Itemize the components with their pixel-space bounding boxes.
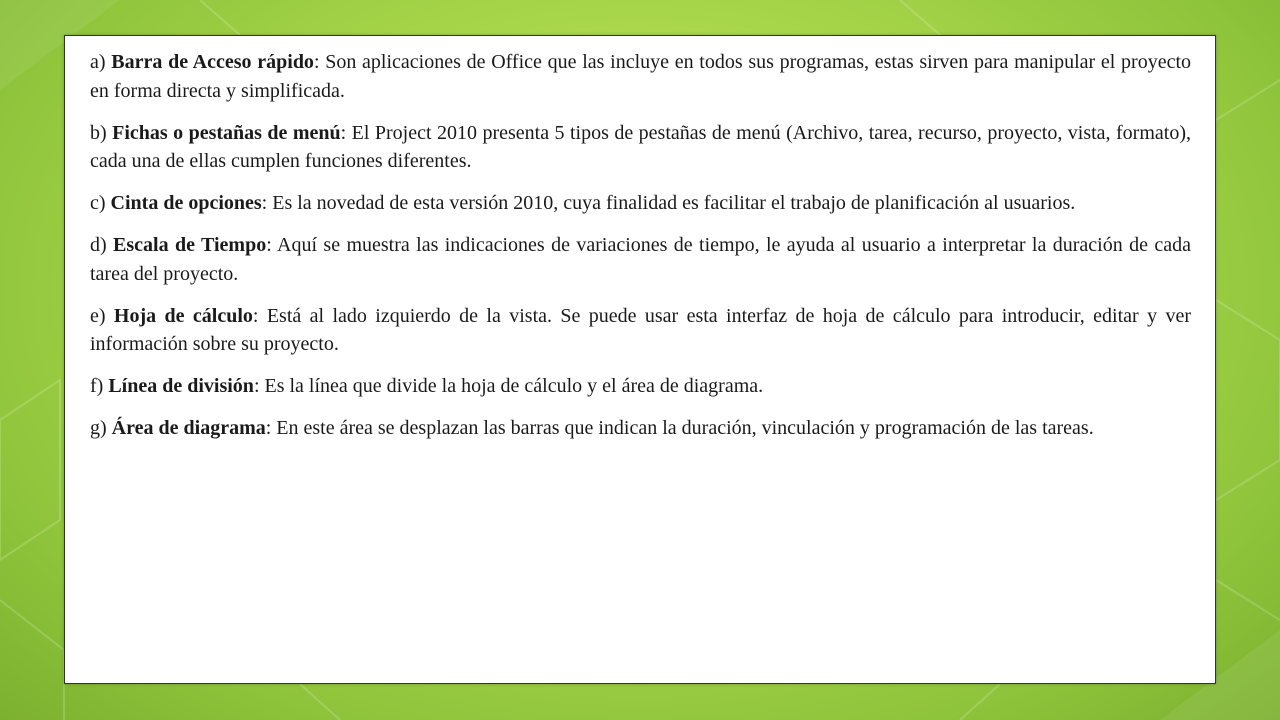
list-item xyxy=(90,302,1191,359)
list-item xyxy=(90,231,1191,288)
item-text: : Aquí se muestra las indicaciones de variaciones de tiempo, le ayuda al usuario a interpretar la duración de cada tarea del proyecto. xyxy=(90,234,1191,285)
item-text: : El Project 2010 presenta 5 tipos de pestañas de menú (Archivo, tarea, recurso, proyecto, vista, formato), cada una de ellas cumplen funciones diferentes. xyxy=(90,121,1191,172)
item-prefix: c) xyxy=(90,192,111,214)
item-text: : Está al lado izquierdo de la vista. Se puede usar esta interfaz de hoja de cálculo para introducir, editar y ver información sobre su proyecto. xyxy=(90,304,1191,355)
item-term: Barra de Acceso rápido xyxy=(111,51,314,73)
bg-shape xyxy=(300,684,340,720)
content-box xyxy=(64,35,1216,684)
item-text: : Es la novedad de esta versión 2010, cuya finalidad es facilitar el trabajo de planificación al usuarios. xyxy=(261,192,1076,214)
list-item xyxy=(90,189,1191,218)
item-term: Hoja de cálculo xyxy=(113,304,253,327)
item-term: Cinta de opciones xyxy=(110,192,262,214)
definitions-list xyxy=(90,48,1191,456)
list-item xyxy=(90,119,1191,176)
item-term: Línea de división xyxy=(108,375,254,397)
item-prefix: f) xyxy=(90,375,109,397)
item-prefix: g) xyxy=(90,417,112,439)
list-item xyxy=(90,372,1191,401)
list-item xyxy=(90,414,1191,443)
bg-shape xyxy=(0,600,64,720)
bg-shape xyxy=(200,0,240,35)
item-prefix: b) xyxy=(90,121,113,144)
item-term: Escala de Tiempo xyxy=(113,234,267,256)
bg-shape xyxy=(1216,300,1280,500)
list-item xyxy=(90,48,1191,105)
item-prefix: d) xyxy=(90,234,114,256)
item-term: Fichas o pestañas de menú xyxy=(112,121,341,144)
item-prefix: a) xyxy=(90,51,112,73)
item-text: : Son aplicaciones de Office que las incluye en todos sus programas, estas sirven para manipular el proyecto en forma directa y simplificada. xyxy=(90,51,1192,102)
bg-shape xyxy=(960,684,1000,720)
item-prefix: e) xyxy=(90,304,114,327)
bg-shape xyxy=(0,380,60,560)
bg-shape xyxy=(1216,580,1280,620)
bg-shape xyxy=(900,0,940,35)
item-text: : Es la línea que divide la hoja de cálculo y el área de diagrama. xyxy=(253,375,764,397)
item-text: : En este área se desplazan las barras que indican la duración, vinculación y programación de las tareas. xyxy=(265,417,1094,439)
item-term: Área de diagrama xyxy=(111,417,266,439)
bg-shape xyxy=(1216,80,1280,120)
